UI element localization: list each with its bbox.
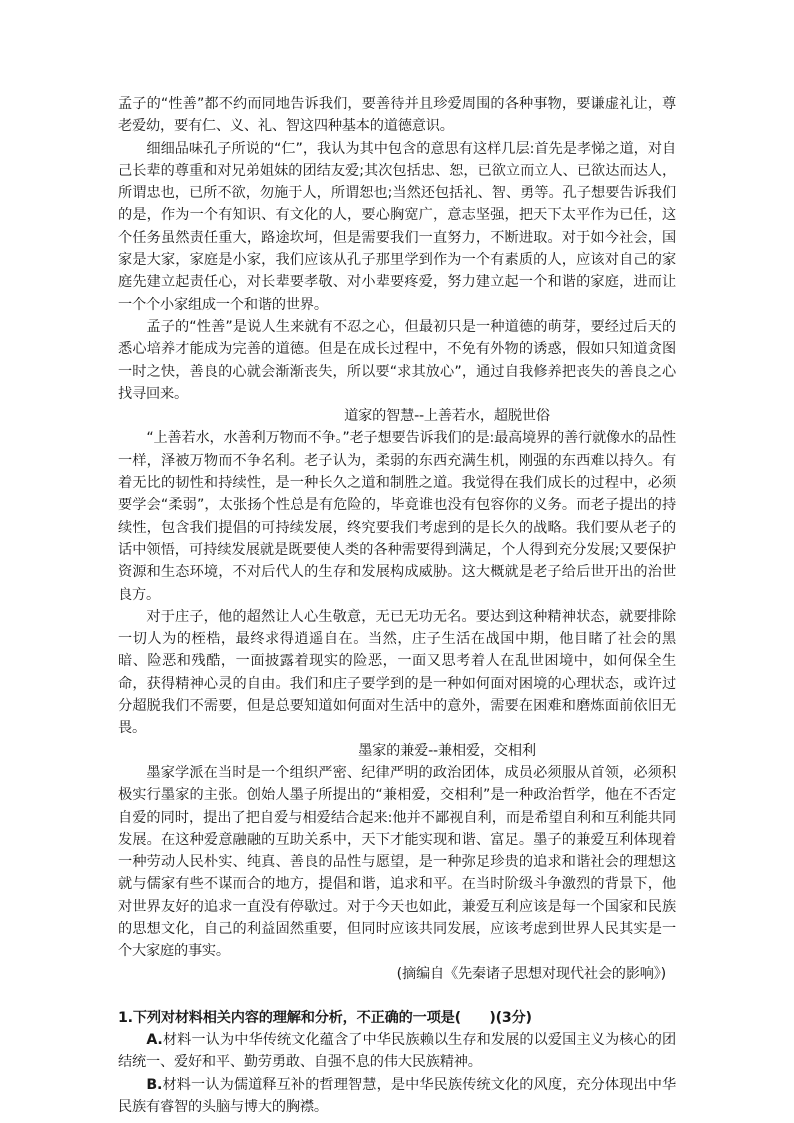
paragraph-zhuangzi: 对于庄子，他的超然让人心生敬意，无已无功无名。要达到这种精神状态，就要排除一切人为的桎梏，最终求得逍遥自在。当然，庄子生活在战国中期，他目睹了社会的黑暗、险恶和残酷，一面披露着现实的险恶，一面又思考着人在乱世困境中，如何保全生命，获得精神心灵的自由。我们和庄子要学到的是一种如何面对困境的心理状态，或许过分超脱我们不需要，但是总要知道如何面对生活中的意外，需要在困难和磨炼面前依旧无畏。 — [118, 608, 676, 737]
option-text: 材料一认为中华传统文化蕴含了中华民族赖以生存和发展的以爱国主义为核心的团结统一、爱好和平、勤劳勇敢、自强不息的伟大民族精神。 — [118, 1032, 676, 1071]
paragraph-laozi: “上善若水，水善利万物而不争。”老子想要告诉我们的是:最高境界的善行就像水的品性一样，泽被万物而不争名利。老子认为，柔弱的东西充满生机，刚强的东西难以持久。有着无比的韧性和持续性，是一种长久之道和制胜之道。我觉得在我们成长的过程中，必须要学会“柔弱”，太张扬个性总是有危险的，毕竟谁也没有包容你的义务。而老子提出的持续性，包含我们提倡的可持续发展，终究要我们考虑到的是长久的战略。我们要从老子的话中领悟，可持续发展就是既要使人类的各种需要得到满足，个人得到充分发展;又要保护资源和生态环境，不对后代人的生存和发展构成威胁。这大概就是老子给后世开出的治世良方。 — [118, 430, 676, 603]
answer-blank[interactable] — [461, 1010, 489, 1026]
section-heading-mohist: 墨家的兼爱--兼相爱，交相利 — [358, 742, 536, 759]
paragraph-mencius-intro: 孟子的“性善”都不约而同地告诉我们，要善待并且珍爱周围的各种事物，要谦虚礼让，尊老爱幼，要有仁、义、礼、智这四种基本的道德意识。 — [118, 96, 676, 135]
option-letter: B. — [146, 1076, 163, 1093]
question-score: )(3分) — [489, 1009, 532, 1026]
paragraph-confucius-ren: 细细品味孔子所说的“仁”，我认为其中包含的意思有这样几层:首先是孝悌之道，对自己长辈的尊重和对兄弟姐妹的团结友爱;其次包括忠、恕，已欲立而立人、已欲达而达人，所谓忠也，已所不欲，勿施于人，所谓恕也;当然还包括礼、智、勇等。孔子想要告诉我们的是，作为一个有知识、有文化的人，要心胸宽广，意志坚强，把天下太平作为已任，这个任务虽然责任重大，路途坎坷，但是需要我们一直努力，不断进取。对于如今社会，国家是大家，家庭是小家，我们应该从孔子那里学到作为一个有素质的人，应该对自己的家庭先建立起责任心，对长辈要孝敬、对小辈要疼爱，努力建立起一个和谐的家庭，进而让一个个小家组成一个和谐的世界。 — [118, 140, 676, 313]
paragraph-mozi: 墨家学派在当时是一个组织严密、纪律严明的政治团体，成员必须服从首领，必须积极实行墨家的主张。创始人墨子所提出的“兼相爱，交相利”是一种政治哲学，他在不否定自爱的同时，提出了把自爱与相爱结合起来:他并不鄙视自利，而是希望自利和互利能共同发展。在这种爱意融融的互助关系中，天下才能实现和谐、富足。墨子的兼爱互利体现着一种劳动人民朴实、纯真、善良的品性与愿望，是一种弥足珍贵的追求和谐社会的理想这就与儒家有些不谋而合的地方，提倡和谐，追求和平。在当时阶级斗争激烈的背景下，他对世界友好的追求一直没有停歇过。对于今天也如此，兼爱互利应该是每一个国家和民族的思想文化，自己的利益固然重要，但同时应该共同发展，应该考虑到世界人民其实是一个大家庭的事实。 — [118, 764, 676, 960]
source-citation: (摘编自《先秦诸子思想对现代社会的影响》) — [396, 965, 666, 982]
option-text: 材料一认为儒道释互补的哲理智慧，是中华民族传统文化的风度，充分体现出中华民族有睿智的头脑与博大的胸襟。 — [118, 1076, 676, 1116]
paragraph-mencius-xingshan: 孟子的“性善”是说人生来就有不忍之心，但最初只是一种道德的萌芽，要经过后天的悉心培养才能成为完善的道德。但是在成长过程中，不免有外物的诱惑，假如只知道贪图一时之快，善良的心就会渐渐丧失，所以要“求其放心”，通过自我修养把丧失的善良之心找寻回来。 — [118, 318, 676, 402]
question-stem: 1.下列对材料相关内容的理解和分析，不正确的一项是( — [118, 1009, 461, 1026]
section-heading-daoist: 道家的智慧--上善若水，超脱世俗 — [344, 408, 550, 425]
option-b[interactable] — [118, 1074, 676, 1119]
document-page — [118, 93, 676, 1118]
option-letter: A. — [146, 1032, 163, 1049]
option-a[interactable] — [118, 1029, 676, 1074]
spacer — [118, 985, 676, 1007]
question-title — [118, 1007, 676, 1029]
